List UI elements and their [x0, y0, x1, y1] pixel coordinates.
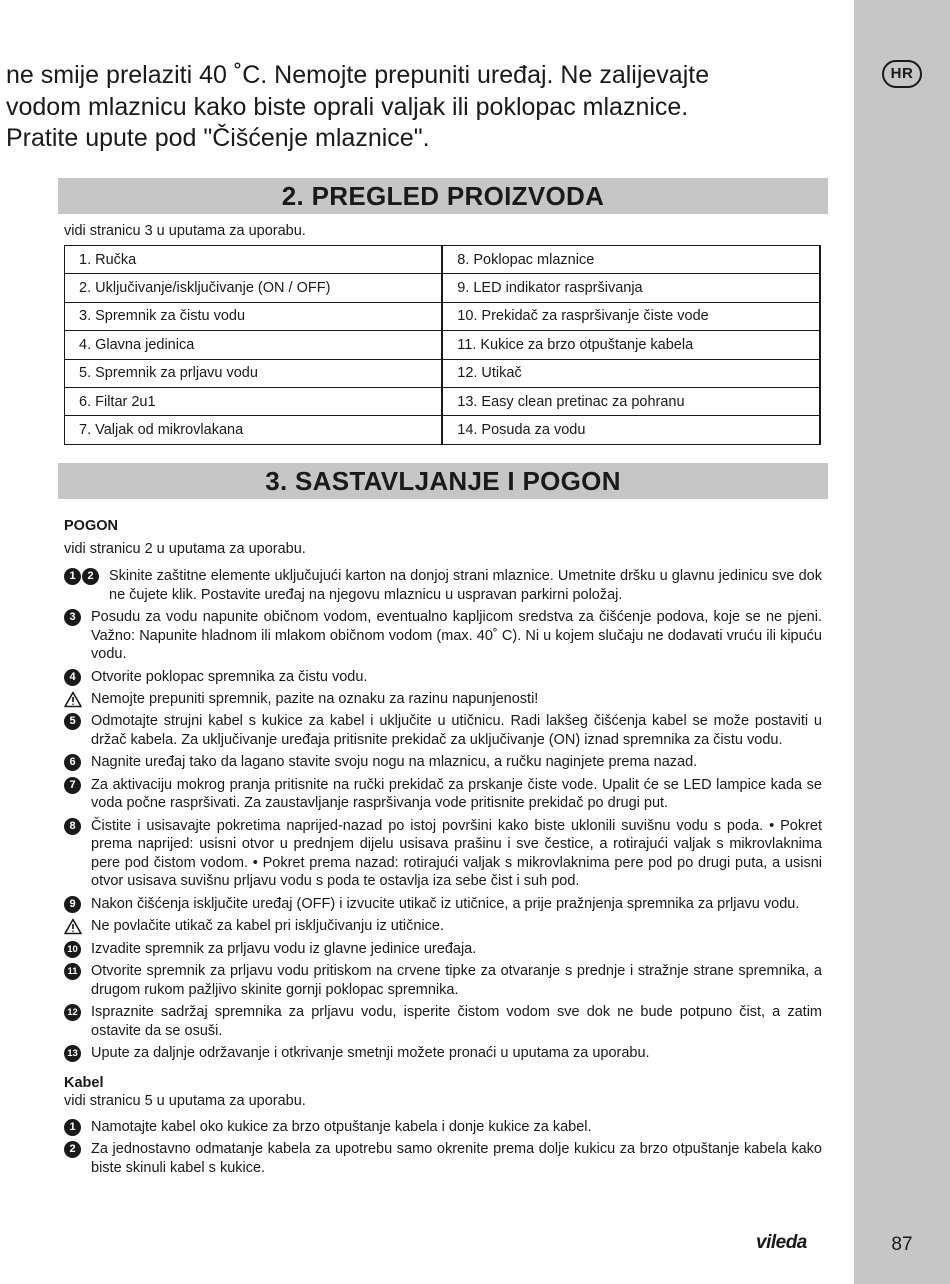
step-text: Čistite i usisavajte pokretima naprijed-nazad po istoj površini kako biste uklonili suvišnu vodu s poda. • Pokret prema naprijed: usisni otvor u prednjem dijelu usisava prašinu i sve čestice, a rotirajući valjak s mikrovlaknima pere pod čistom vodom. • Pokret prema nazad: rotirajući valjak s mikrovlaknima pere pod po drugi puta, a usisni otvor usisava suvišnu prljavu vodu s poda te ostavlja iza sebe čist i suh pod. [91, 817, 822, 890]
warning-icon [64, 691, 82, 708]
step-number-icon: 4 [64, 669, 81, 686]
step-number-icon: 7 [64, 777, 81, 794]
step-text: Izvadite spremnik za prljavu vodu iz glavne jedinice uređaja. [91, 940, 477, 957]
step-number-icon: 3 [64, 609, 81, 626]
step-text: Otvorite spremnik za prljavu vodu pritiskom na crvene tipke za otvaranje s prednje i stražnje strane spremnika, a drugom rukom pažljivo skinite gornji poklopac spremnika. [91, 963, 822, 998]
step-text: Za aktivaciju mokrog pranja pritisnite na ručki prekidač za prskanje čiste vode. Upalit će se LED lampice kada se voda počne raspršivati. Za zaustavljanje raspršivanja vode pritisnite prekidač po drugi put. [91, 776, 822, 812]
step-item [64, 753, 822, 772]
kabel-heading: Kabel [64, 1075, 104, 1091]
step-item [64, 940, 822, 959]
step-item [64, 690, 822, 709]
step-item [64, 608, 822, 664]
step-number-icon: 2 [64, 1141, 81, 1158]
step-text: Za jednostavno odmatanje kabela za upotrebu samo okrenite prema dolje kukicu za brzo otpuštanje kabela kako biste skinuli kabel s kukice. [91, 1141, 822, 1176]
step-number-icon: 12 [64, 1004, 81, 1021]
step-number-badges [64, 754, 82, 771]
step-number-badges [64, 669, 82, 686]
step-text: Otvorite poklopac spremnika za čistu vodu. [91, 668, 368, 685]
step-number-icon: 5 [64, 713, 81, 730]
step-number-icon: 9 [64, 896, 81, 913]
step-item [64, 668, 822, 687]
step-text: Ispraznite sadržaj spremnika za prljavu vodu, isperite čistom vodom sve dok ne bude potpuno čist, a zatim ostavite da se osuši. [91, 1004, 822, 1039]
step-number-badges [64, 963, 82, 980]
step-number-icon: 1 [64, 568, 81, 585]
part-item: 14. Posuda za vodu [442, 416, 820, 444]
step-number-icon: 10 [64, 941, 81, 958]
table-row [65, 387, 821, 415]
table-row [65, 302, 821, 330]
step-item [64, 712, 822, 749]
kabel-ref: vidi stranicu 5 u uputama za uporabu. [64, 1093, 306, 1109]
step-number-badges [64, 818, 82, 835]
step-text: Nakon čišćenja isključite uređaj (OFF) i izvucite utikač iz utičnice, a prije pražnjenja spremnika za prljavu vodu. [91, 895, 800, 912]
step-item [64, 1118, 822, 1137]
parts-table [64, 245, 821, 445]
part-item: 2. Uključivanje/isključivanje (ON / OFF) [65, 274, 443, 302]
section-2-ref: vidi stranicu 3 u uputama za uporabu. [64, 223, 306, 239]
part-item: 6. Filtar 2u1 [65, 387, 443, 415]
kabel-steps [64, 1118, 822, 1181]
page-number: 87 [891, 1234, 913, 1255]
section-3-title: 3. SASTAVLJANJE I POGON [58, 463, 828, 499]
part-item: 7. Valjak od mikrovlakana [65, 416, 443, 444]
step-text: Nemojte prepuniti spremnik, pazite na oznaku za razinu napunjenosti! [91, 690, 539, 707]
step-number-badges [64, 609, 82, 626]
step-item [64, 962, 822, 999]
table-row [65, 359, 821, 387]
intro-line: vodom mlaznicu kako biste oprali valjak ili poklopac mlaznice. [6, 92, 689, 121]
step-number-icon: 8 [64, 818, 81, 835]
step-text: Posudu za vodu napunite običnom vodom, eventualno kapljicom sredstva za čišćenje podova, koje se ne pjeni. Važno: Napunite hladnom ili mlakom običnom vodom (max. 40˚ C). Ni u kojem slučaju ne dodavati vruću ili kipuću vodu. [91, 608, 822, 663]
intro-paragraph [6, 60, 776, 155]
pogon-ref: vidi stranicu 2 u uputama za uporabu. [64, 541, 306, 557]
table-row [65, 416, 821, 444]
step-text: Odmotajte strujni kabel s kukice za kabel i uključite u utičnicu. Radi lakšeg čišćenja kabel se može postaviti u držač kabela. Za uključivanje uređaja pritisnite prekidač za uključivanje (ON) iznad spremnika za čistu vodu. [91, 713, 822, 748]
step-number-badges [64, 1045, 82, 1062]
step-number-icon: 6 [64, 754, 81, 771]
step-number-badges [64, 1004, 82, 1021]
part-item: 9. LED indikator raspršivanja [442, 274, 820, 302]
table-row [65, 331, 821, 359]
step-text: Namotajte kabel oko kukice za brzo otpuštanje kabela i donje kukice za kabel. [91, 1119, 592, 1135]
part-item: 11. Kukice za brzo otpuštanje kabela [442, 331, 820, 359]
step-number-icon: 2 [82, 568, 99, 585]
step-text: Nagnite uređaj tako da lagano stavite svoju nogu na mlaznicu, a ručku naginjete prema nazad. [91, 754, 698, 771]
section-2-title: 2. PREGLED PROIZVODA [58, 178, 828, 214]
part-item: 5. Spremnik za prljavu vodu [65, 359, 443, 387]
step-number-badges [64, 941, 82, 958]
part-item: 12. Utikač [442, 359, 820, 387]
pogon-steps [64, 567, 822, 1066]
part-item: 4. Glavna jedinica [65, 331, 443, 359]
step-text: Ne povlačite utikač za kabel pri isključivanju iz utičnice. [91, 918, 444, 935]
step-item [64, 1044, 822, 1063]
step-text: Skinite zaštitne elemente uključujući karton na donjoj strani mlaznice. Umetnite dršku u glavnu jedinicu sve dok ne čujete klik. Postavite uređaj na njegovu mlaznicu u uspravan parkirni položaj. [109, 568, 822, 603]
vileda-logo: vileda [756, 1232, 807, 1253]
part-item: 8. Poklopac mlaznice [442, 246, 820, 274]
step-number-badges [64, 1141, 82, 1158]
step-number-badges [64, 568, 100, 585]
step-number-icon: 13 [64, 1045, 81, 1062]
language-badge: HR [882, 60, 922, 88]
part-item: 10. Prekidač za raspršivanje čiste vode [442, 302, 820, 330]
part-item: 1. Ručka [65, 246, 443, 274]
step-item [64, 895, 822, 914]
table-row [65, 246, 821, 274]
part-item: 3. Spremnik za čistu vodu [65, 302, 443, 330]
step-item [64, 1003, 822, 1040]
step-number-badges [64, 1119, 82, 1136]
step-number-icon: 1 [64, 1119, 81, 1136]
warning-icon [64, 918, 82, 935]
step-number-badges [64, 777, 82, 794]
intro-line: Pratite upute pod "Čišćenje mlaznice". [6, 124, 430, 152]
step-number-icon: 11 [64, 963, 81, 980]
step-number-badges [64, 896, 82, 913]
step-item [64, 1140, 822, 1177]
side-bar [854, 0, 950, 1284]
step-number-badges [64, 713, 82, 730]
step-item [64, 817, 822, 891]
step-text: Upute za daljnje održavanje i otkrivanje smetnji možete pronaći u uputama za uporabu. [91, 1045, 650, 1062]
intro-line: ne smije prelaziti 40 ˚C. Nemojte prepuniti uređaj. Ne zalijevajte [6, 61, 710, 89]
step-item [64, 917, 822, 936]
step-item [64, 567, 822, 604]
part-item: 13. Easy clean pretinac za pohranu [442, 387, 820, 415]
pogon-heading: POGON [64, 518, 118, 534]
table-row [65, 274, 821, 302]
step-item [64, 776, 822, 813]
